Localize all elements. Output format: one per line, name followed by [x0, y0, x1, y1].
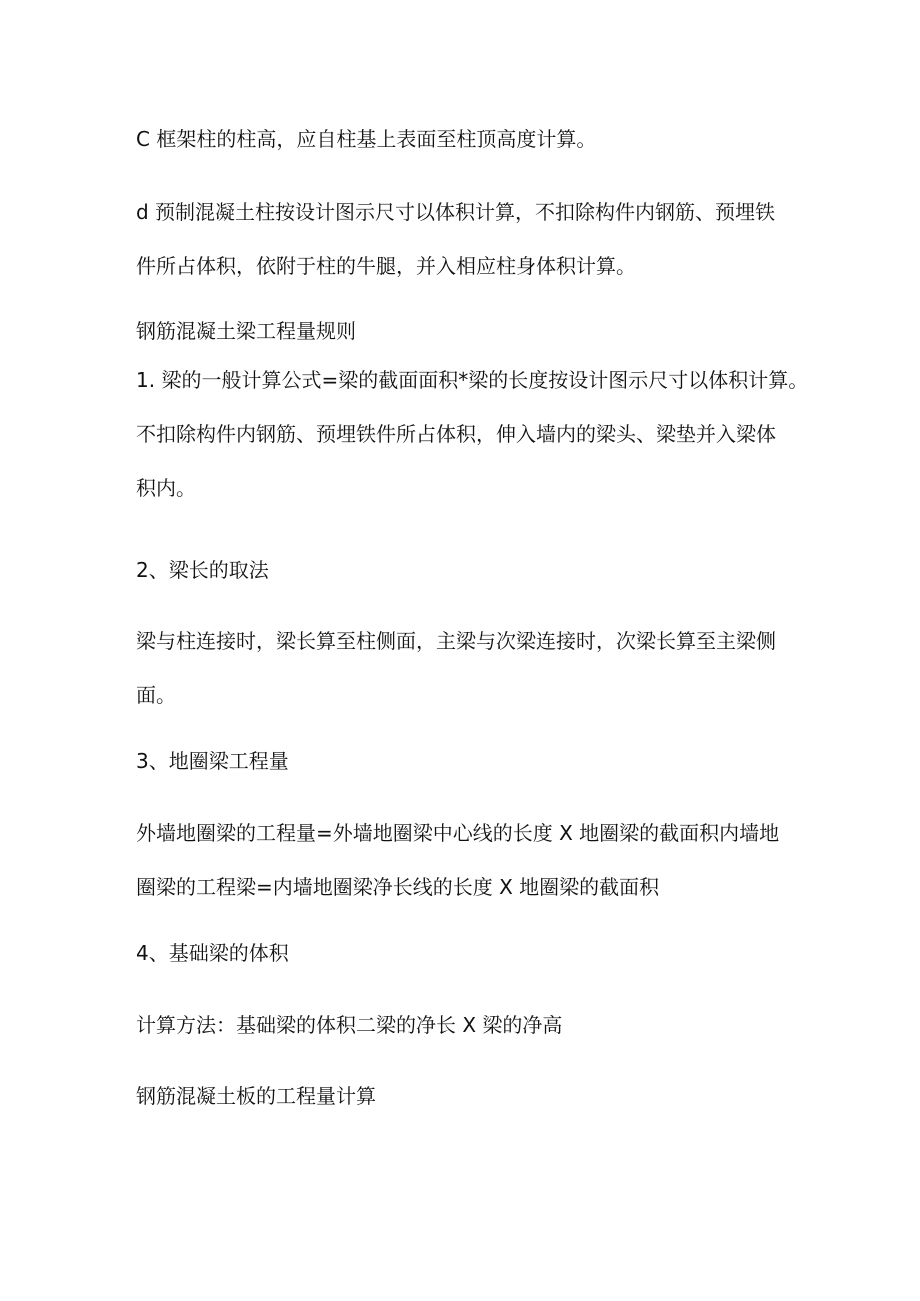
text-line: 圈梁的工程梁=内墙地圈梁净长线的长度 X 地圈梁的截面积 [136, 875, 660, 899]
text-line: 梁与柱连接时，梁长算至柱侧面，主梁与次梁连接时，次梁长算至主梁侧 [136, 629, 776, 653]
paragraph-precast-column [136, 185, 796, 293]
text-line: 积内。 [136, 476, 196, 500]
paragraph-beam-formula [136, 353, 809, 515]
text-line: 4、基础梁的体积 [136, 941, 289, 965]
text-line: 计算方法：基础梁的体积二梁的净长 X 梁的净高 [136, 1013, 563, 1037]
paragraph-beam-length [136, 614, 796, 722]
paragraph-ground-ring-beam [136, 806, 796, 914]
heading-beam-rules [136, 304, 796, 358]
text-line: C 框架柱的柱高，应自柱基上表面至柱顶高度计算。 [136, 127, 597, 151]
text-line: 不扣除构件内钢筋、预埋铁件所占体积，伸入墙内的梁头、梁垫并入梁体 [136, 422, 776, 446]
text-line: 外墙地圈梁的工程量=外墙地圈梁中心线的长度 X 地圈梁的截面积内墙地 [136, 821, 780, 845]
text-line: d 预制混凝土柱按设计图示尺寸以体积计算，不扣除构件内钢筋、预埋铁 [136, 200, 776, 224]
heading-beam-length [136, 543, 796, 597]
text-line: 件所占体积，依附于柱的牛腿，并入相应柱身体积计算。 [136, 254, 636, 278]
text-line: 2、梁长的取法 [136, 558, 269, 582]
text-line: 钢筋混凝土梁工程量规则 [136, 319, 356, 343]
paragraph-column-height [136, 112, 796, 166]
text-line: 面。 [136, 683, 176, 707]
heading-ground-ring-beam [136, 734, 796, 788]
paragraph-foundation-beam [136, 998, 796, 1052]
heading-foundation-beam [136, 926, 796, 980]
heading-slab-quantity [136, 1069, 796, 1123]
text-line: 3、地圈梁工程量 [136, 749, 289, 773]
text-line: 1. 梁的一般计算公式=梁的截面面积*梁的长度按设计图示尺寸以体积计算。 [136, 368, 809, 392]
text-line: 钢筋混凝土板的工程量计算 [136, 1084, 376, 1108]
